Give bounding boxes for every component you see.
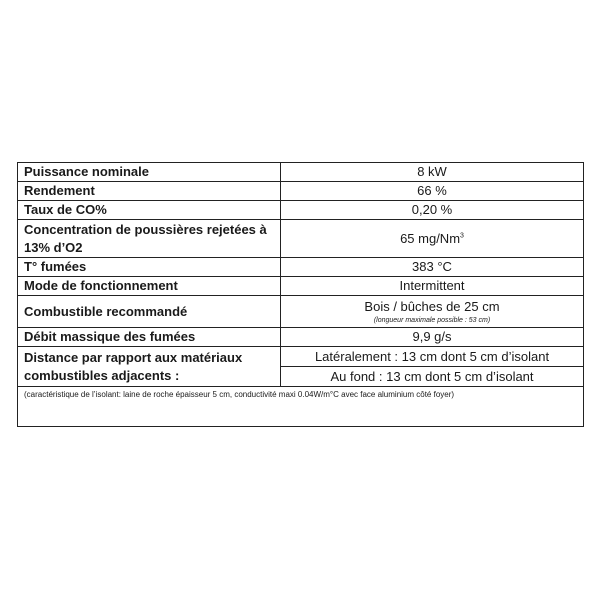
row-label: Mode de fonctionnement [18, 277, 281, 296]
specifications-table [17, 162, 584, 427]
row-value [281, 220, 584, 258]
table-row [18, 296, 584, 328]
row-value: 66 % [281, 182, 584, 201]
table-row [18, 258, 584, 277]
row-label: Distance par rapport aux matériaux combustibles adjacents : [18, 347, 281, 387]
row-label: T° fumées [18, 258, 281, 277]
row-label: Puissance nominale [18, 163, 281, 182]
distance-lateral: Latéralement : 13 cm dont 5 cm d’isolant [281, 347, 583, 367]
table-row [18, 163, 584, 182]
row-value: 383 °C [281, 258, 584, 277]
table-row [18, 328, 584, 347]
row-label: Débit massique des fumées [18, 328, 281, 347]
table-row [18, 277, 584, 296]
row-value: Intermittent [281, 277, 584, 296]
value-text: 65 mg/Nm [400, 230, 461, 246]
row-value [281, 296, 584, 328]
value-note: (longueur maximale possible : 53 cm) [373, 317, 491, 324]
table-row [18, 347, 584, 387]
row-value: 9,9 g/s [281, 328, 584, 347]
table-footnote-row [18, 387, 584, 427]
value-text: Bois / bûches de 25 cm [364, 299, 500, 314]
row-label: Rendement [18, 182, 281, 201]
distance-back: Au fond : 13 cm dont 5 cm d’isolant [330, 369, 534, 384]
row-label: Concentration de poussières rejetées à 13% d’O2 [18, 220, 281, 258]
row-value: 0,20 % [281, 201, 584, 220]
row-value [281, 347, 584, 387]
table-row [18, 182, 584, 201]
row-value: 8 kW [281, 163, 584, 182]
row-label: Combustible recommandé [18, 296, 281, 328]
table-row [18, 220, 584, 258]
superscript: 3 [460, 232, 464, 240]
footnote: (caractéristique de l’isolant: laine de roche épaisseur 5 cm, conductivité maxi 0.04W/m°C avec face aluminium côté foyer) [18, 387, 584, 427]
row-label: Taux de CO% [18, 201, 281, 220]
table-row [18, 201, 584, 220]
